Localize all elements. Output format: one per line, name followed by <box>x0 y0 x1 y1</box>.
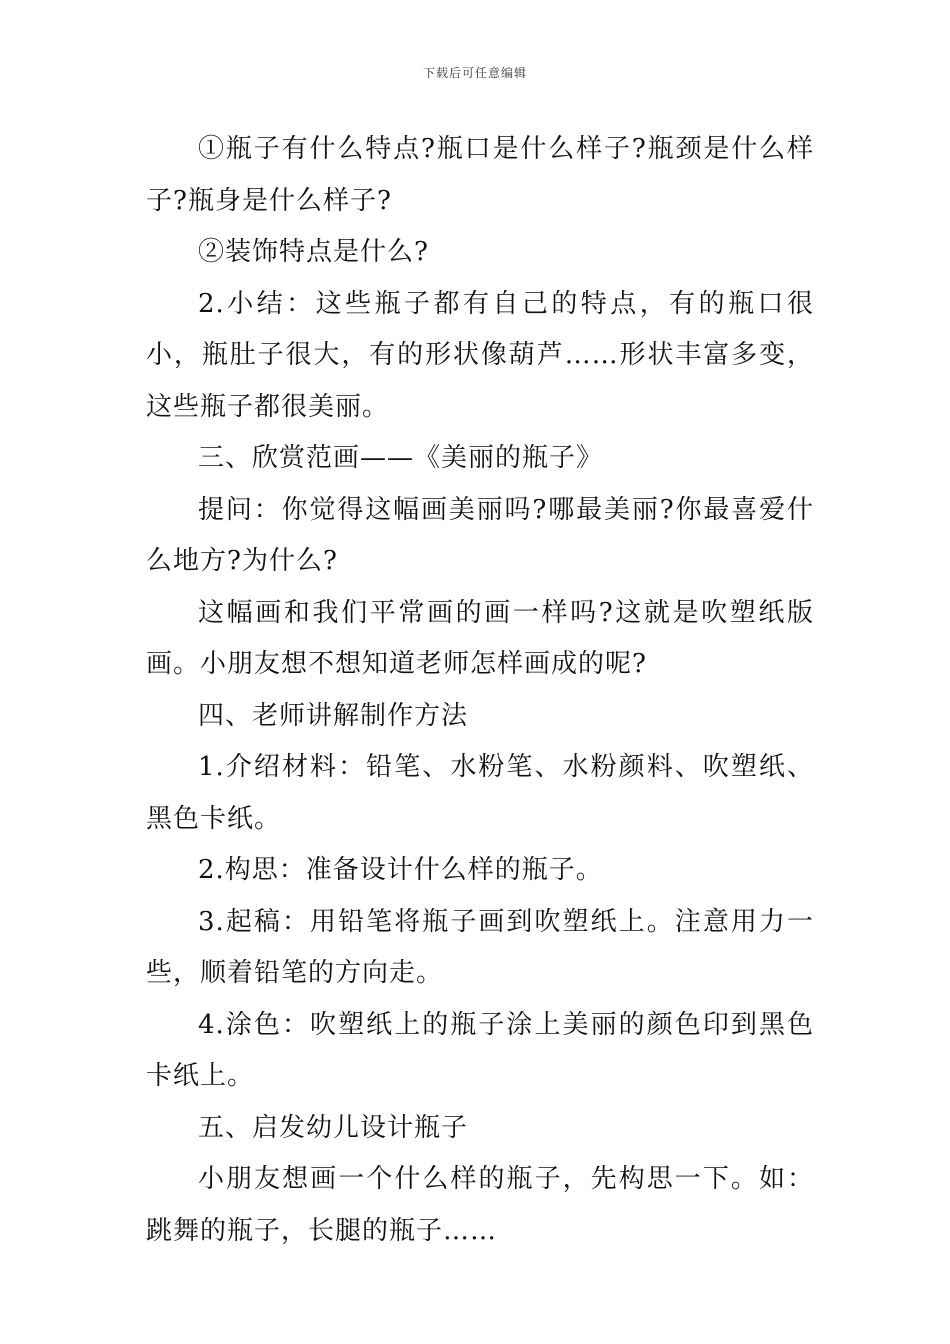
paragraph-10: 3.起稿：用铅笔将瓶子画到吹塑纸上。注意用力一些，顺着铅笔的方向走。 <box>146 906 814 988</box>
section-heading-4: 四、老师讲解制作方法 <box>198 700 469 731</box>
paragraph-5: 提问：你觉得这幅画美丽吗?哪最美丽?你最喜爱什么地方?为什么? <box>146 494 814 576</box>
paragraph-9: 2.构思：准备设计什么样的瓶子。 <box>198 855 603 885</box>
document-body <box>146 124 814 1257</box>
section-heading-5: 五、启发幼儿设计瓶子 <box>198 1112 469 1143</box>
page-header: 下载后可任意编辑 <box>422 66 527 80</box>
paragraph-1: ①瓶子有什么特点?瓶口是什么样子?瓶颈是什么样子?瓶身是什么样子? <box>146 134 814 216</box>
paragraph-2: ②装饰特点是什么? <box>198 237 429 267</box>
paragraph-11: 4.涂色：吹塑纸上的瓶子涂上美丽的颜色印到黑色卡纸上。 <box>146 1009 814 1091</box>
section-heading-3: 三、欣赏范画——《美丽的瓶子》 <box>198 443 604 473</box>
paragraph-8: 1.介绍材料：铅笔、水粉笔、水粉颜料、吹塑纸、黑色卡纸。 <box>146 752 814 834</box>
paragraph-6: 这幅画和我们平常画的画一样吗?这就是吹塑纸版画。小朋友想不想知道老师怎样画成的呢? <box>146 597 814 679</box>
paragraph-13: 小朋友想画一个什么样的瓶子，先构思一下。如：跳舞的瓶子，长腿的瓶子…… <box>146 1164 814 1246</box>
paragraph-3: 2.小结：这些瓶子都有自己的特点，有的瓶口很小，瓶肚子很大，有的形状像葫芦……形状丰富多变，这些瓶子都很美丽。 <box>146 288 814 422</box>
